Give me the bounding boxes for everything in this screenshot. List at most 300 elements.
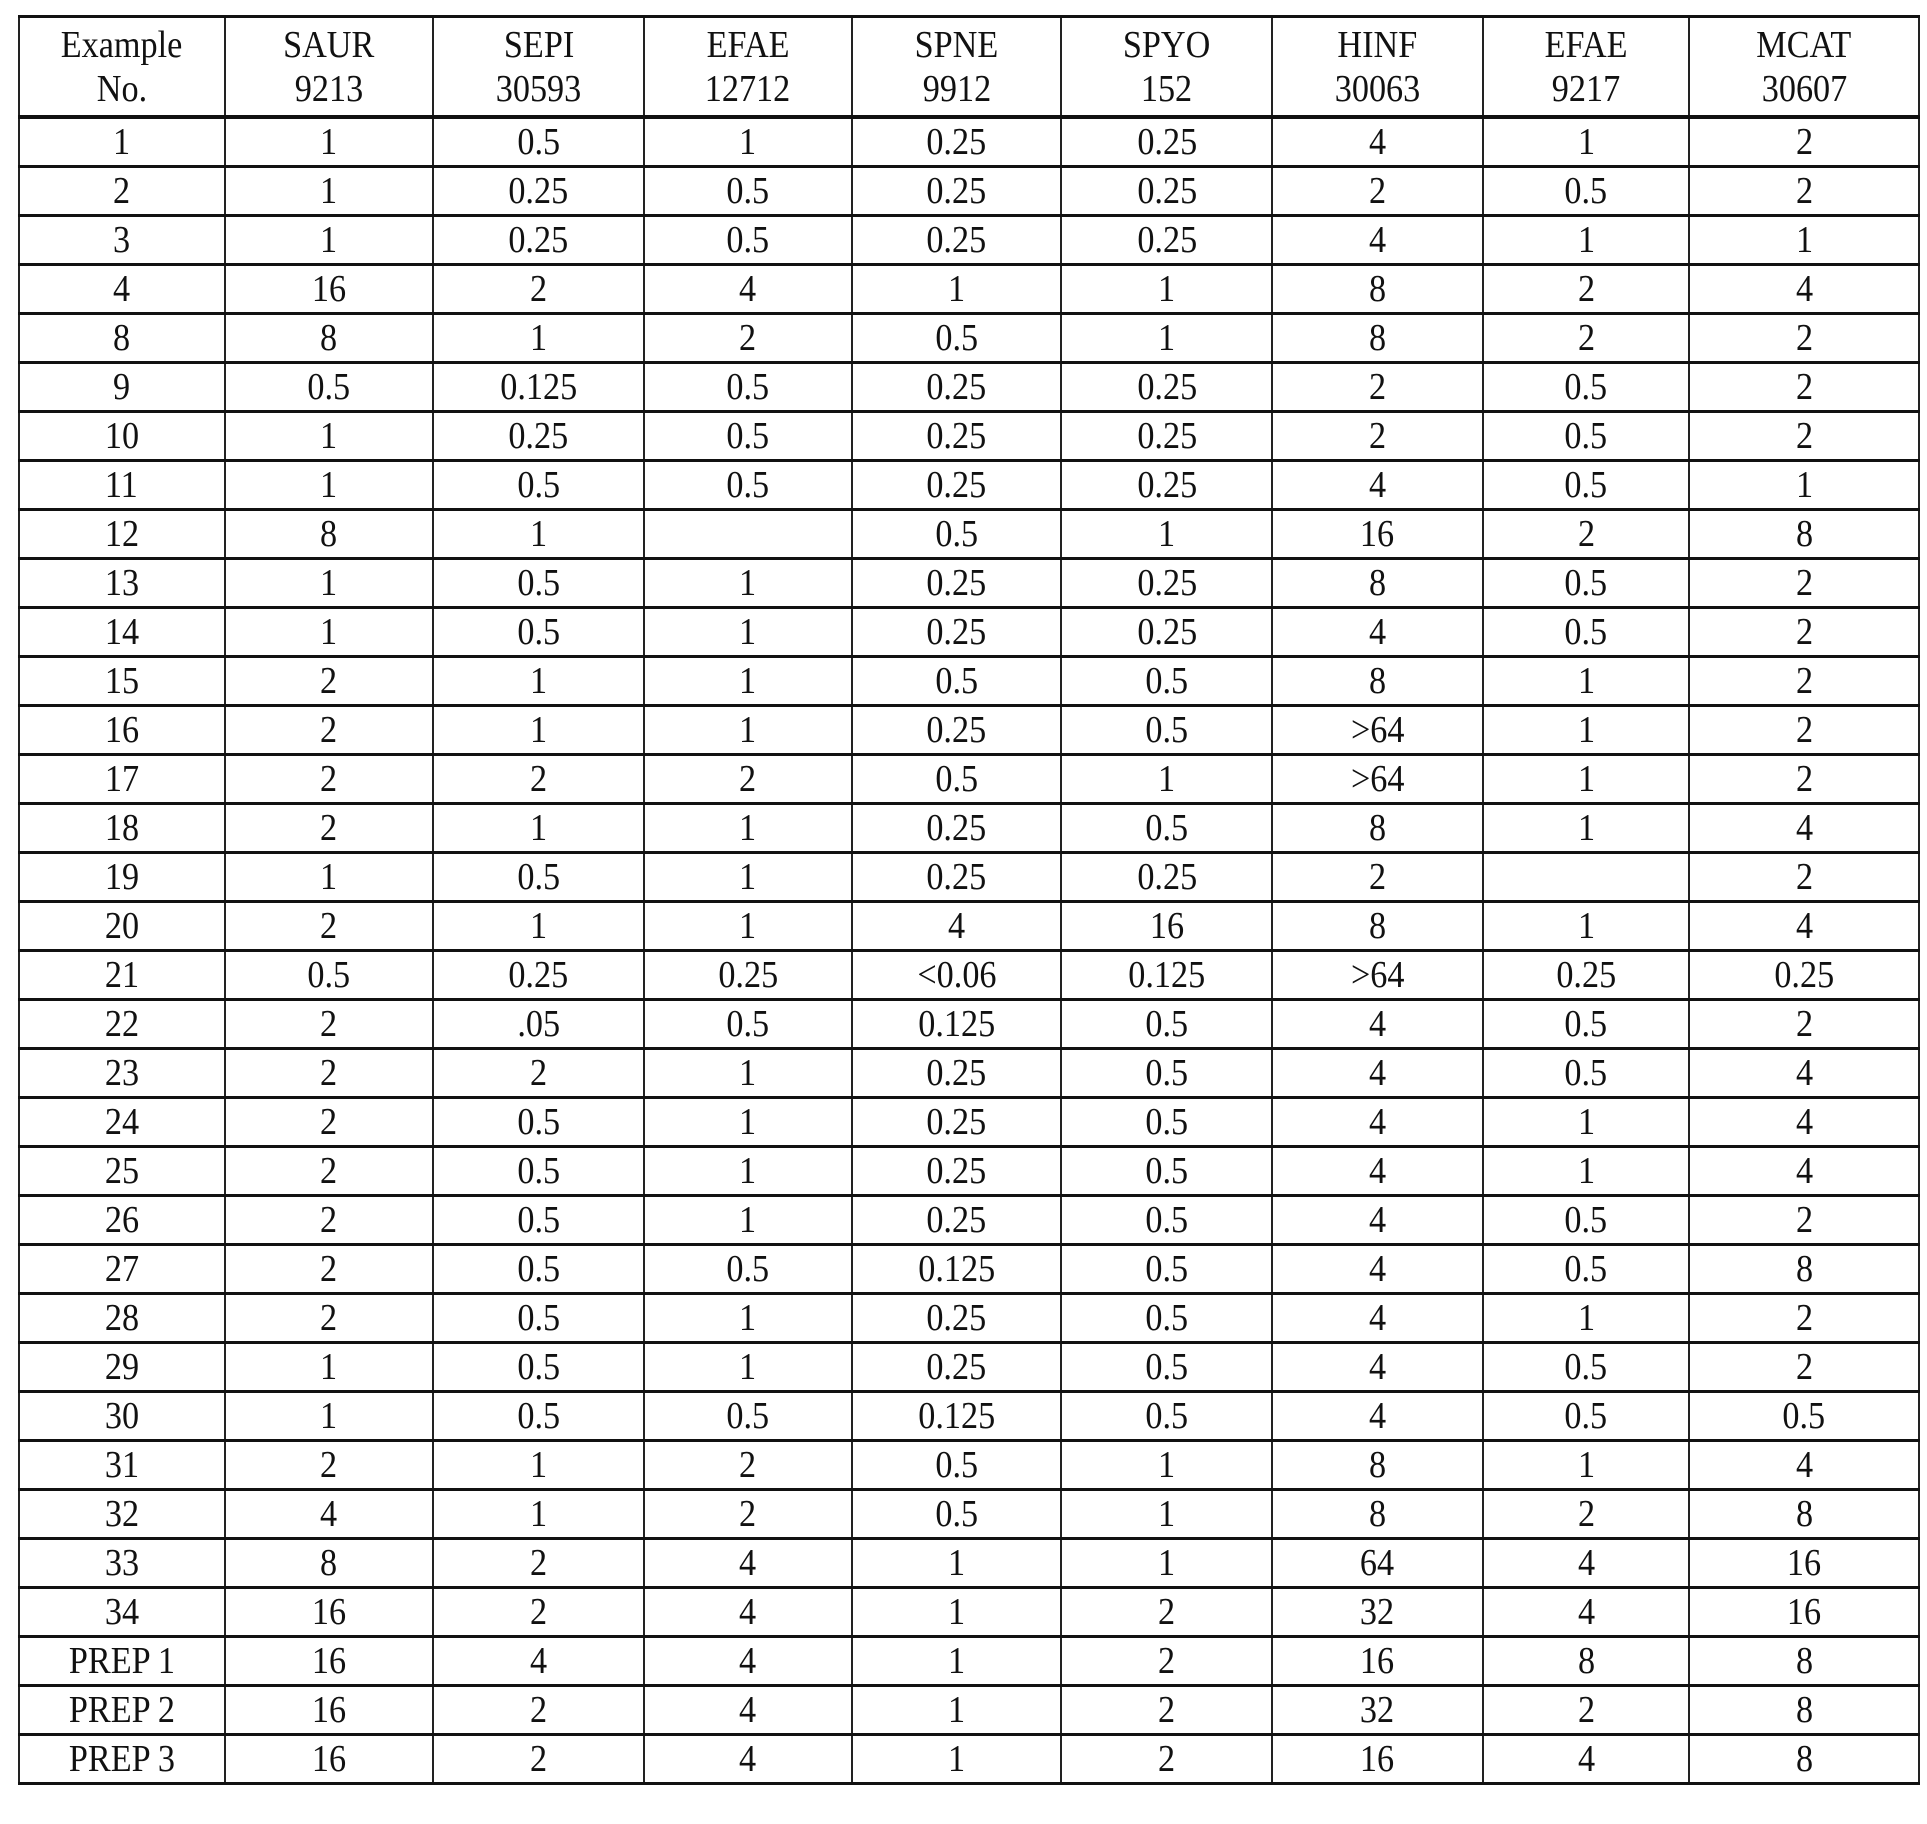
cell-text: 0.5: [517, 854, 560, 900]
cell-text: 2: [1796, 609, 1813, 655]
cell-text: 2: [1369, 854, 1386, 900]
cell-text: 4: [1369, 1344, 1386, 1390]
cell-text: 0.5: [1565, 560, 1608, 606]
cell-text: 4: [113, 266, 130, 312]
cell-text: 2: [739, 756, 756, 802]
cell-text: 4: [530, 1638, 547, 1684]
cell-text: 0.5: [517, 1099, 560, 1145]
example-number-cell: [19, 706, 225, 755]
mic-value-cell: [1272, 1294, 1483, 1343]
cell-text: 1: [320, 1344, 337, 1390]
example-number-cell: [19, 755, 225, 804]
example-number-cell: [19, 1735, 225, 1784]
mic-value-cell: [1689, 1049, 1919, 1098]
table-row: [19, 1588, 1919, 1637]
cell-text: 0.5: [1565, 364, 1608, 410]
mic-value-cell: [433, 1049, 644, 1098]
mic-value-cell: [433, 510, 644, 559]
example-number-cell: [19, 1049, 225, 1098]
mic-value-cell: [1061, 363, 1272, 412]
mic-value-cell: [852, 755, 1062, 804]
mic-value-cell: [1061, 1588, 1272, 1637]
cell-text: 2: [320, 903, 337, 949]
cell-text: 4: [1369, 1393, 1386, 1439]
cell-text: 32: [1360, 1687, 1394, 1733]
mic-value-cell: [1061, 265, 1272, 314]
cell-text: 4: [1796, 1050, 1813, 1096]
mic-value-cell: [1483, 1539, 1690, 1588]
mic-value-cell: [1272, 902, 1483, 951]
cell-text: 0.25: [1137, 462, 1197, 508]
cell-text: 0.5: [727, 462, 770, 508]
mic-value-cell: [1272, 1392, 1483, 1441]
cell-text: 0.5: [727, 1246, 770, 1292]
mic-value-cell: [433, 1441, 644, 1490]
mic-value-cell: [1483, 755, 1690, 804]
mic-value-cell: [1689, 1196, 1919, 1245]
cell-text: PREP 3: [69, 1736, 175, 1782]
mic-value-cell: [852, 951, 1062, 1000]
mic-value-cell: [1272, 1147, 1483, 1196]
example-number-cell: [19, 1196, 225, 1245]
cell-text: 1: [320, 560, 337, 606]
mic-value-cell: [1483, 804, 1690, 853]
mic-value-cell: [433, 608, 644, 657]
mic-value-cell: [1689, 1490, 1919, 1539]
table-row: [19, 951, 1919, 1000]
cell-text: 0.25: [927, 119, 987, 165]
mic-value-cell: [1061, 951, 1272, 1000]
cell-text: 2: [1796, 854, 1813, 900]
mic-value-cell: [644, 1098, 852, 1147]
mic-value-cell: [1061, 1000, 1272, 1049]
mic-value-cell: [433, 1588, 644, 1637]
mic-value-cell: [852, 1441, 1062, 1490]
table-row: [19, 412, 1919, 461]
table-row: [19, 1000, 1919, 1049]
mic-value-cell: [225, 1049, 434, 1098]
header-line-name: MCAT: [1757, 23, 1852, 67]
mic-value-cell: [1061, 1147, 1272, 1196]
cell-text: 33: [105, 1540, 139, 1586]
cell-text: 2: [320, 1197, 337, 1243]
table-row: [19, 510, 1919, 559]
cell-text: 2: [320, 805, 337, 851]
mic-value-cell: [1061, 461, 1272, 510]
mic-value-cell: [1483, 706, 1690, 755]
cell-text: 4: [739, 1589, 756, 1635]
cell-text: 25: [105, 1148, 139, 1194]
table-body: [19, 117, 1919, 1784]
cell-text: 16: [312, 1736, 346, 1782]
cell-text: 8: [1369, 658, 1386, 704]
mic-value-cell: [644, 314, 852, 363]
mic-value-cell: [1061, 314, 1272, 363]
mic-value-cell: [1689, 363, 1919, 412]
example-number-cell: [19, 1588, 225, 1637]
mic-value-cell: [225, 363, 434, 412]
cell-text: 2: [1796, 756, 1813, 802]
header-line-strain: 152: [1141, 67, 1192, 111]
cell-text: 0.5: [1145, 707, 1188, 753]
header-organism-column: [225, 17, 434, 118]
cell-text: >64: [1351, 756, 1404, 802]
header-line-strain: 9912: [922, 67, 990, 111]
cell-text: 0.25: [1137, 560, 1197, 606]
example-number-cell: [19, 1637, 225, 1686]
cell-text: 1: [320, 119, 337, 165]
mic-value-cell: [1272, 1196, 1483, 1245]
example-number-cell: [19, 853, 225, 902]
cell-text: 2: [530, 1540, 547, 1586]
cell-text: 0.5: [727, 364, 770, 410]
mic-value-cell: [433, 1147, 644, 1196]
cell-text: 2: [530, 266, 547, 312]
mic-value-cell: [1483, 510, 1690, 559]
mic-value-cell: [852, 1245, 1062, 1294]
table-row: [19, 461, 1919, 510]
mic-value-cell: [1061, 167, 1272, 216]
cell-text: 1: [530, 658, 547, 704]
cell-text: 1: [739, 1344, 756, 1390]
cell-text: 0.25: [509, 952, 569, 998]
cell-text: 29: [105, 1344, 139, 1390]
mic-value-cell: [1272, 314, 1483, 363]
mic-value-cell: [1061, 1637, 1272, 1686]
cell-text: 23: [105, 1050, 139, 1096]
mic-value-cell: [852, 608, 1062, 657]
cell-text: 0.5: [1145, 1393, 1188, 1439]
mic-value-cell: [1689, 461, 1919, 510]
mic-value-cell: [1061, 1392, 1272, 1441]
cell-text: 4: [1369, 462, 1386, 508]
mic-value-cell: [1689, 755, 1919, 804]
mic-value-cell: [433, 1000, 644, 1049]
header-line-name: SPNE: [915, 23, 999, 67]
mic-value-cell: [1483, 1000, 1690, 1049]
mic-value-cell: [1483, 1490, 1690, 1539]
example-number-cell: [19, 216, 225, 265]
mic-value-cell: [1272, 1098, 1483, 1147]
header-organism-column: [433, 17, 644, 118]
cell-text: 0.5: [1565, 413, 1608, 459]
cell-text: 1: [1158, 315, 1175, 361]
cell-text: 1: [739, 1050, 756, 1096]
example-number-cell: [19, 657, 225, 706]
cell-text: 2: [1158, 1736, 1175, 1782]
mic-value-cell: [1689, 412, 1919, 461]
mic-value-cell: [644, 559, 852, 608]
cell-text: 4: [1369, 1148, 1386, 1194]
header-line-strain: 12712: [705, 67, 791, 111]
mic-value-cell: [1061, 1294, 1272, 1343]
mic-value-cell: [852, 510, 1062, 559]
table-row: [19, 1245, 1919, 1294]
mic-value-cell: [1272, 1735, 1483, 1784]
cell-text: 2: [320, 1295, 337, 1341]
mic-value-cell: [1483, 412, 1690, 461]
cell-text: 0.125: [500, 364, 577, 410]
mic-value-cell: [1689, 608, 1919, 657]
cell-text: 0.5: [517, 609, 560, 655]
cell-text: 32: [1360, 1589, 1394, 1635]
header-line-name: SAUR: [283, 23, 374, 67]
cell-text: PREP 2: [69, 1687, 175, 1733]
mic-value-cell: [1272, 167, 1483, 216]
table-row: [19, 1392, 1919, 1441]
mic-value-cell: [1061, 608, 1272, 657]
cell-text: 1: [1578, 658, 1595, 704]
cell-text: 8: [1369, 1442, 1386, 1488]
cell-text: 1: [1578, 805, 1595, 851]
cell-text: 0.5: [1145, 1001, 1188, 1047]
cell-text: 1: [739, 119, 756, 165]
mic-value-cell: [644, 461, 852, 510]
header-line-name: EFAE: [1545, 23, 1628, 67]
cell-text: 8: [320, 1540, 337, 1586]
cell-text: 0.25: [718, 952, 778, 998]
header-line-strain: 9213: [295, 67, 363, 111]
cell-text: 4: [948, 903, 965, 949]
cell-text: 0.25: [1774, 952, 1834, 998]
example-number-cell: [19, 804, 225, 853]
cell-text: 31: [105, 1442, 139, 1488]
example-number-cell: [19, 1098, 225, 1147]
cell-text: 4: [739, 266, 756, 312]
cell-text: 1: [1578, 1099, 1595, 1145]
mic-value-cell: [1061, 1049, 1272, 1098]
cell-text: 1: [739, 560, 756, 606]
table-row: [19, 706, 1919, 755]
cell-text: 1: [948, 1638, 965, 1684]
header-example-no: [19, 17, 225, 118]
cell-text: 0.5: [1565, 1393, 1608, 1439]
cell-text: 1: [739, 1148, 756, 1194]
cell-text: 1: [530, 903, 547, 949]
mic-value-cell: [225, 853, 434, 902]
mic-value-cell: [1483, 902, 1690, 951]
cell-text: 0.25: [1137, 168, 1197, 214]
mic-value-cell: [852, 1735, 1062, 1784]
cell-text: 2: [1369, 364, 1386, 410]
cell-text: 4: [739, 1687, 756, 1733]
mic-value-cell: [644, 1490, 852, 1539]
cell-text: 2: [1796, 1344, 1813, 1390]
mic-value-cell: [433, 1294, 644, 1343]
mic-value-cell: [1272, 755, 1483, 804]
cell-text: 0.25: [1137, 413, 1197, 459]
mic-value-cell: [1272, 1441, 1483, 1490]
mic-value-cell: [1483, 1196, 1690, 1245]
mic-value-cell: [1689, 902, 1919, 951]
table-row: [19, 1539, 1919, 1588]
cell-text: 0.25: [927, 462, 987, 508]
cell-text: 4: [1796, 1442, 1813, 1488]
mic-value-cell: [644, 1245, 852, 1294]
mic-value-cell: [1272, 1049, 1483, 1098]
table-row: [19, 1343, 1919, 1392]
mic-value-cell: [1061, 1098, 1272, 1147]
mic-value-cell: [1689, 1735, 1919, 1784]
mic-value-cell: [852, 1392, 1062, 1441]
cell-text: 1: [739, 805, 756, 851]
table-row: [19, 1735, 1919, 1784]
cell-text: 0.5: [308, 364, 351, 410]
cell-text: 1: [739, 609, 756, 655]
cell-text: 2: [320, 1246, 337, 1292]
cell-text: 9: [113, 364, 130, 410]
cell-text: 2: [320, 1148, 337, 1194]
cell-text: 1: [530, 1491, 547, 1537]
cell-text: 0.25: [509, 217, 569, 263]
cell-text: 0.125: [918, 1001, 995, 1047]
mic-value-cell: [1272, 657, 1483, 706]
mic-value-cell: [225, 1343, 434, 1392]
mic-value-cell: [433, 1392, 644, 1441]
mic-value-cell: [225, 314, 434, 363]
cell-text: 0.5: [517, 1197, 560, 1243]
mic-value-cell: [1272, 1245, 1483, 1294]
cell-text: 0.25: [927, 1148, 987, 1194]
mic-value-cell: [433, 951, 644, 1000]
mic-value-cell: [225, 1392, 434, 1441]
mic-value-cell: [852, 706, 1062, 755]
cell-text: 0.5: [935, 658, 978, 704]
mic-value-cell: [644, 706, 852, 755]
cell-text: 0.5: [1145, 1099, 1188, 1145]
mic-value-cell: [852, 1000, 1062, 1049]
mic-value-cell: [1272, 951, 1483, 1000]
table-row: [19, 1294, 1919, 1343]
cell-text: 1: [1796, 462, 1813, 508]
example-number-cell: [19, 167, 225, 216]
cell-text: 30: [105, 1393, 139, 1439]
mic-value-cell: [225, 559, 434, 608]
mic-value-cell: [644, 1392, 852, 1441]
cell-text: 1: [948, 266, 965, 312]
mic-value-cell: [644, 1588, 852, 1637]
cell-text: 0.25: [927, 707, 987, 753]
mic-value-cell: [1689, 1392, 1919, 1441]
mic-value-cell: [1272, 117, 1483, 167]
header-organism-column: [1061, 17, 1272, 118]
cell-text: 2: [1796, 560, 1813, 606]
mic-value-cell: [433, 412, 644, 461]
table-row: [19, 853, 1919, 902]
mic-value-cell: [852, 657, 1062, 706]
mic-value-cell: [1689, 706, 1919, 755]
cell-text: 0.125: [918, 1246, 995, 1292]
mic-value-cell: [1689, 1294, 1919, 1343]
mic-value-cell: [225, 1686, 434, 1735]
mic-value-cell: [644, 608, 852, 657]
example-number-cell: [19, 1392, 225, 1441]
cell-text: 1: [948, 1589, 965, 1635]
cell-text: 2: [739, 1442, 756, 1488]
cell-text: 2: [1578, 1687, 1595, 1733]
cell-text: 2: [530, 1687, 547, 1733]
table-row: [19, 559, 1919, 608]
cell-text: 1: [1578, 1442, 1595, 1488]
cell-text: 0.5: [517, 560, 560, 606]
mic-value-cell: [1483, 461, 1690, 510]
mic-value-cell: [1689, 657, 1919, 706]
cell-text: 1: [1158, 1491, 1175, 1537]
mic-value-cell: [1689, 1686, 1919, 1735]
cell-text: 1: [948, 1736, 965, 1782]
mic-value-cell: [644, 1000, 852, 1049]
header-line-strain: 30063: [1335, 67, 1421, 111]
cell-text: 0.25: [927, 854, 987, 900]
mic-value-cell: [1689, 804, 1919, 853]
cell-text: 0.5: [517, 462, 560, 508]
header-organism-column: [852, 17, 1062, 118]
mic-value-cell: [1272, 608, 1483, 657]
mic-value-cell: [1272, 1588, 1483, 1637]
mic-value-cell: [225, 265, 434, 314]
cell-text: 1: [739, 707, 756, 753]
table-row: [19, 902, 1919, 951]
mic-value-cell: [1061, 755, 1272, 804]
cell-text: 8: [320, 315, 337, 361]
cell-text: 4: [1369, 1246, 1386, 1292]
cell-text: 4: [739, 1540, 756, 1586]
cell-text: 1: [320, 168, 337, 214]
cell-text: 0.5: [1565, 1001, 1608, 1047]
mic-value-cell: [433, 1245, 644, 1294]
cell-text: 0.5: [517, 1148, 560, 1194]
mic-value-cell: [852, 804, 1062, 853]
mic-value-cell: [225, 755, 434, 804]
cell-text: 8: [1796, 511, 1813, 557]
example-number-cell: [19, 363, 225, 412]
mic-value-cell: [225, 804, 434, 853]
cell-text: 0.5: [727, 1001, 770, 1047]
mic-value-cell: [644, 853, 852, 902]
mic-value-cell: [1272, 559, 1483, 608]
mic-value-cell: [644, 265, 852, 314]
example-number-cell: [19, 559, 225, 608]
mic-value-cell: [1272, 1686, 1483, 1735]
mic-value-cell: [1689, 117, 1919, 167]
header-line-name: SPYO: [1123, 23, 1210, 67]
mic-value-cell: [433, 117, 644, 167]
cell-text: 4: [1796, 903, 1813, 949]
mic-value-cell: [225, 1588, 434, 1637]
cell-text: 0.5: [727, 1393, 770, 1439]
mic-value-cell: [1689, 1147, 1919, 1196]
cell-text: 1: [1158, 1442, 1175, 1488]
mic-value-cell: [433, 706, 644, 755]
cell-text: 1: [320, 1393, 337, 1439]
cell-text: 19: [105, 854, 139, 900]
cell-text: 1: [320, 854, 337, 900]
cell-text: 1: [530, 707, 547, 753]
mic-value-cell: [433, 1343, 644, 1392]
cell-text: 16: [1787, 1589, 1821, 1635]
mic-value-cell: [225, 1735, 434, 1784]
cell-text: 0.25: [1137, 854, 1197, 900]
table-row: [19, 1196, 1919, 1245]
cell-text: 4: [739, 1638, 756, 1684]
cell-text: 4: [1796, 1099, 1813, 1145]
mic-value-cell: [225, 216, 434, 265]
mic-value-cell: [644, 1441, 852, 1490]
mic-value-cell: [1061, 1735, 1272, 1784]
mic-value-cell: [852, 1343, 1062, 1392]
mic-value-cell: [1483, 314, 1690, 363]
mic-value-cell: [1483, 1147, 1690, 1196]
